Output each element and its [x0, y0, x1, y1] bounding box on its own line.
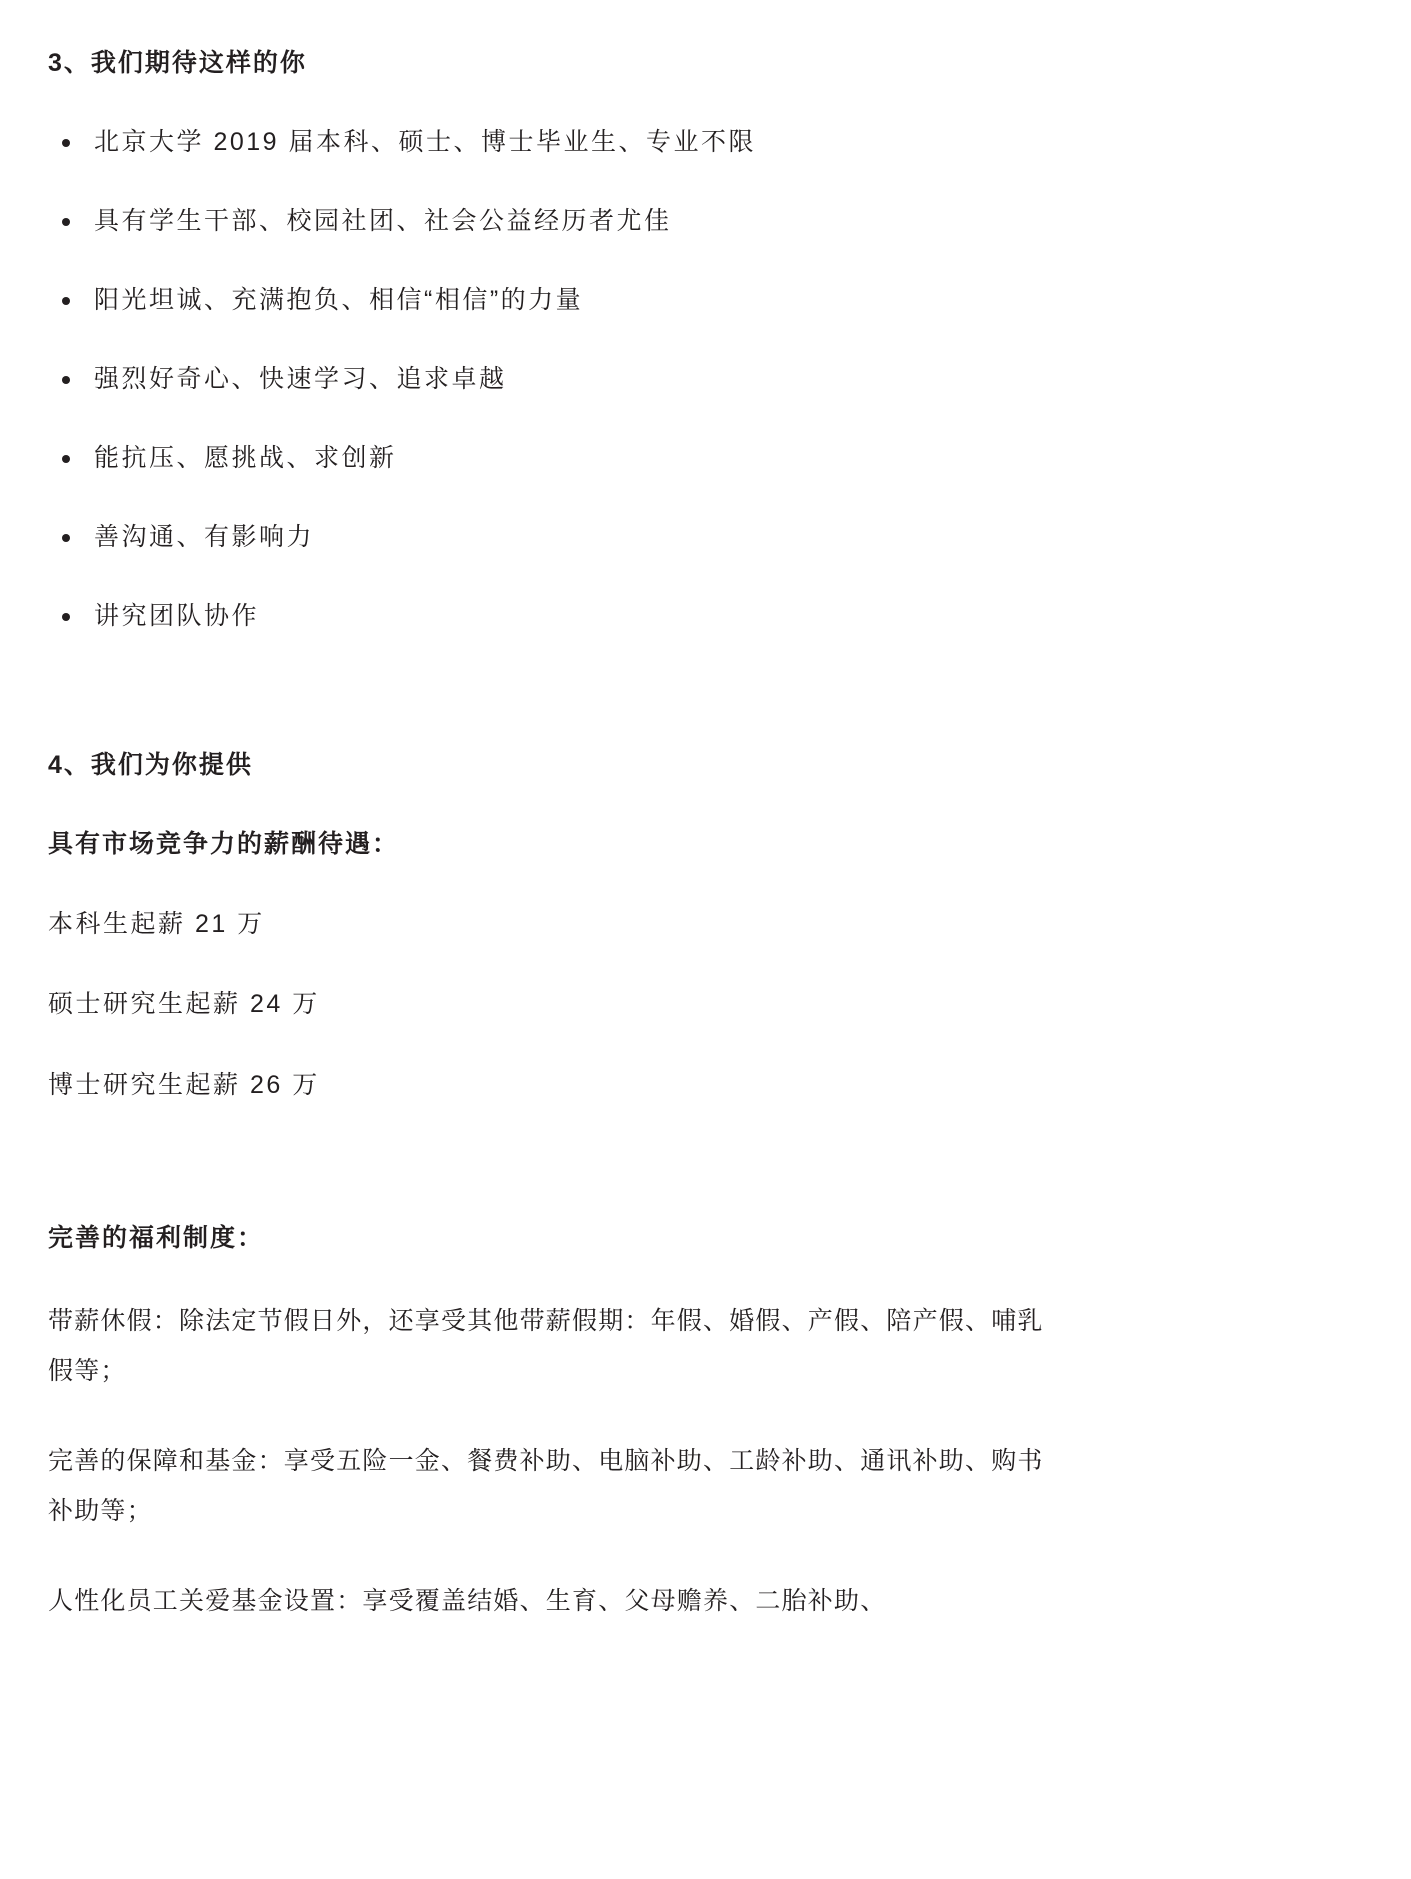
- list-item: 具有学生干部、校园社团、社会公益经历者尤佳: [48, 204, 1341, 239]
- benefits-paragraph: 带薪休假：除法定节假日外，还享受其他带薪假期：年假、婚假、产假、陪产假、哺乳假等；: [48, 1306, 1044, 1385]
- benefits-heading: 完善的福利制度：: [48, 1223, 265, 1252]
- list-item: 北京大学 2019 届本科、硕士、博士毕业生、专业不限: [48, 125, 1341, 160]
- salary-line: 本科生起薪 21 万: [48, 910, 265, 938]
- benefits-paragraph: 人性化员工关爱基金设置：享受覆盖结婚、生育、父母赡养、二胎补助、: [48, 1586, 887, 1615]
- section-3-heading: 3、我们期待这样的你: [48, 49, 307, 77]
- list-item: 强烈好奇心、快速学习、追求卓越: [48, 362, 1341, 397]
- salary-heading: 具有市场竞争力的薪酬待遇：: [48, 830, 400, 858]
- salary-line: 硕士研究生起薪 24 万: [48, 990, 320, 1019]
- list-item: 讲究团队协作: [48, 599, 1341, 634]
- section-4-heading: 4、我们为你提供: [48, 751, 253, 779]
- section-spacer: [48, 634, 1341, 730]
- salary-line: 博士研究生起薪 26 万: [48, 1070, 320, 1099]
- list-item: 阳光坦诚、充满抱负、相信“相信”的力量: [48, 283, 1341, 318]
- section-3-bullet-list: [48, 125, 1341, 634]
- benefits-spacer: [48, 1103, 1341, 1177]
- list-item: 能抗压、愿挑战、求创新: [48, 441, 1341, 476]
- list-item: 善沟通、有影响力: [48, 520, 1341, 555]
- benefits-paragraph: 完善的保障和基金：享受五险一金、餐费补助、电脑补助、工龄补助、通讯补助、购书补助等；: [48, 1446, 1044, 1525]
